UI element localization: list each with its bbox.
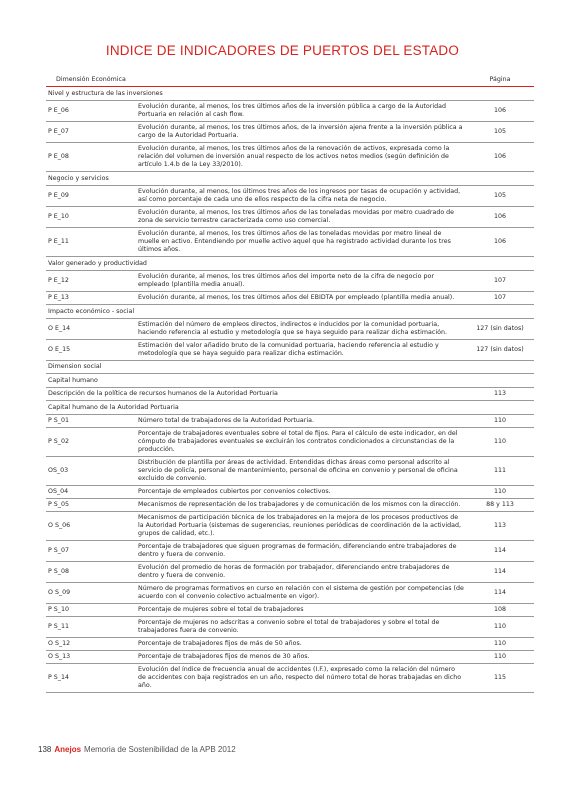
indicators-table (46, 74, 534, 693)
row-code: O E_15 (46, 340, 136, 361)
row-description: Evolución durante, al menos, los tres últimos años de las toneladas movidas por metro lineal de muelle en activo. Entendiendo por muelle activo aquel que ha registrado actividad durante los tres últimos años. (136, 228, 466, 257)
header-dimension-label: Dimensión Económica (46, 74, 466, 87)
row-description: Porcentaje de mujeres no adscritas a convenio sobre el total de trabajadores y sobre el total de trabajadores fuera de convenio. (136, 617, 466, 638)
row-description: Distribución de plantilla por áreas de actividad. Entendidas dichas áreas como personal adscrito al servicio de policía, personal de mantenimiento, personal de oficina en convenio y personal de oficina excluido de convenio. (136, 457, 466, 486)
row-description: Estimación del número de empleos directos, indirectos e inducidos por la comunidad portuaria, haciendo referencia al estudio y metodología que se haya seguido para realizar dicha estimación. (136, 319, 466, 340)
table-row (46, 486, 534, 499)
header-page-label: Página (466, 74, 534, 87)
row-code: P S_07 (46, 541, 136, 562)
section-label: Impacto económico - social (46, 305, 534, 319)
table-row (46, 143, 534, 172)
table-row (46, 499, 534, 512)
row-code: O E_14 (46, 319, 136, 340)
table-row (46, 428, 534, 457)
row-page: 114 (466, 583, 534, 604)
row-page: 110 (466, 428, 534, 457)
row-page: 110 (466, 415, 534, 428)
table-row (46, 319, 534, 340)
row-page: 113 (466, 512, 534, 541)
section-header-row (46, 374, 534, 388)
section-label: Negocio y servicios (46, 172, 534, 186)
row-code: P S_05 (46, 499, 136, 512)
section-label: Capital humano de la Autoridad Portuaria (46, 401, 534, 415)
row-code: O S_09 (46, 583, 136, 604)
row-page: 106 (466, 101, 534, 122)
row-description: Porcentaje de empleados cubiertos por convenios colectivos. (136, 486, 466, 499)
row-description: Estimación del valor añadido bruto de la comunidad portuaria, haciendo referencia al estudio y metodología que se haya seguido para realizar dicha estimación. (136, 340, 466, 361)
table-row (46, 207, 534, 228)
row-code: P S_01 (46, 415, 136, 428)
row-page: 115 (466, 664, 534, 693)
row-code: P S_10 (46, 604, 136, 617)
section-label: Capital humano (46, 374, 534, 388)
row-description: Número de programas formativos en curso en relación con el sistema de gestión por competencias (de acuerdo con el convenio colectivo actualmente en vigor). (136, 583, 466, 604)
row-code: P E_07 (46, 122, 136, 143)
table-row (46, 651, 534, 664)
section-header-row (46, 401, 534, 415)
row-code: O S_06 (46, 512, 136, 541)
dimension-label: Dimension social (46, 361, 534, 374)
row-page: 110 (466, 617, 534, 638)
section-header-row (46, 305, 534, 319)
table-row (46, 101, 534, 122)
table-header (46, 74, 534, 87)
row-code: P E_11 (46, 228, 136, 257)
row-page: 106 (466, 228, 534, 257)
row-page: 107 (466, 271, 534, 292)
row-page: 127 (sin datos) (466, 319, 534, 340)
row-code: P S_02 (46, 428, 136, 457)
table-row (46, 604, 534, 617)
row-page: 110 (466, 651, 534, 664)
section-header-row (46, 172, 534, 186)
row-code: OS_04 (46, 486, 136, 499)
table-row (46, 186, 534, 207)
row-code: P S_11 (46, 617, 136, 638)
row-page: 88 y 113 (466, 499, 534, 512)
table-row (46, 292, 534, 305)
row-page: 108 (466, 604, 534, 617)
row-description: Evolución del promedio de horas de formación por trabajador, diferenciando entre trabajadores de dentro y fuera de convenio. (136, 562, 466, 583)
row-page: 114 (466, 562, 534, 583)
table-row (46, 340, 534, 361)
table-row (46, 562, 534, 583)
section-label: Valor generado y productividad (46, 257, 534, 271)
table-row (46, 541, 534, 562)
row-description: Evolución durante, al menos, los tres últimos años de la renovación de activos, expresada como la relación del volumen de inversión anual respecto de los activos netos medios (según definición de artículo 1.4.b de la Ley 33/2010). (136, 143, 466, 172)
section-header-row (46, 87, 534, 101)
table-row (46, 228, 534, 257)
table-row (46, 638, 534, 651)
row-code: P S_08 (46, 562, 136, 583)
row-page: 107 (466, 292, 534, 305)
row-description: Descripción de la política de recursos humanos de la Autoridad Portuaria (46, 388, 466, 401)
row-page: 106 (466, 143, 534, 172)
row-description: Porcentaje de trabajadores fijos de menos de 30 años. (136, 651, 466, 664)
page-footer (38, 745, 236, 754)
row-description: Evolución durante, al menos, los tres últimos años del importe neto de la cifra de negocio por empleado (plantilla media anual). (136, 271, 466, 292)
row-page: 105 (466, 122, 534, 143)
page-title: INDICE DE INDICADORES DE PUERTOS DEL ESTADO (105, 43, 460, 58)
row-code: O S_13 (46, 651, 136, 664)
row-code: OS_03 (46, 457, 136, 486)
row-description: Evolución del índice de frecuencia anual de accidentes (I.F.), expresado como la relación del número de accidentes con baja registrados en un año, respecto del número total de horas trabajadas en dicho año. (136, 664, 466, 693)
row-description: Mecanismos de representación de los trabajadores y de comunicación de los mismos con la dirección. (136, 499, 466, 512)
row-page: 111 (466, 457, 534, 486)
row-description: Evolución durante, al menos, los tres últimos años de la inversión pública a cargo de la Autoridad Portuaria en relación al cash flow. (136, 101, 466, 122)
row-code: P E_10 (46, 207, 136, 228)
row-code: P E_09 (46, 186, 136, 207)
table-row (46, 122, 534, 143)
row-code: P E_06 (46, 101, 136, 122)
footer-section: Anejos (54, 745, 82, 754)
row-code: P E_08 (46, 143, 136, 172)
table-row (46, 664, 534, 693)
row-page: 110 (466, 486, 534, 499)
row-description: Evolución durante, al menos, los tres últimos años del EBIDTA por empleado (plantilla media anual). (136, 292, 466, 305)
dimension-header-row (46, 361, 534, 374)
row-code: P S_14 (46, 664, 136, 693)
row-page: 127 (sin datos) (466, 340, 534, 361)
row-description: Porcentaje de trabajadores fijos de más de 50 años. (136, 638, 466, 651)
table-row (46, 457, 534, 486)
row-code: O S_12 (46, 638, 136, 651)
table-row (46, 415, 534, 428)
table-row (46, 271, 534, 292)
table-row (46, 512, 534, 541)
row-page: 106 (466, 207, 534, 228)
row-description: Evolución durante, al menos, los tres últimos años de las toneladas movidas por metro cuadrado de zona de servicio terrestre caracterizada como uso comercial. (136, 207, 466, 228)
footer-document-title: Memoria de Sostenibilidad de la APB 2012 (84, 745, 236, 754)
row-page: 105 (466, 186, 534, 207)
row-description: Evolución durante, al menos, los últimos tres años de los ingresos por tasas de ocupación y actividad, así como porcentaje de cada uno de ellos respecto de la cifra neta de negocio. (136, 186, 466, 207)
row-description: Evolución durante, al menos, los tres últimos años, de la inversión ajena frente a la inversión pública a cargo de la Autoridad Portuaria. (136, 122, 466, 143)
table-row (46, 583, 534, 604)
row-description: Mecanismos de participación técnica de los trabajadores en la mejora de los procesos productivos de la Autoridad Portuaria (sistemas de sugerencias, reuniones periódicas de coordinación de la actividad, grupos de calidad, etc.). (136, 512, 466, 541)
row-page: 114 (466, 541, 534, 562)
table-row (46, 617, 534, 638)
row-description: Número total de trabajadores de la Autoridad Portuaria. (136, 415, 466, 428)
section-label: Nivel y estructura de las inversiones (46, 87, 534, 101)
row-code: P E_13 (46, 292, 136, 305)
footer-page-number: 138 (38, 745, 52, 754)
row-page: 110 (466, 638, 534, 651)
section-header-row (46, 257, 534, 271)
row-description: Porcentaje de mujeres sobre el total de trabajadores (136, 604, 466, 617)
row-description: Porcentaje de trabajadores que siguen programas de formación, diferenciando entre trabajadores de dentro y fuera de convenio. (136, 541, 466, 562)
row-description: Porcentaje de trabajadores eventuales sobre el total de fijos. Para el cálculo de este indicador, en del cómputo de trabajadores eventuales se excluirán los contratos condicionados a circunstancias de la producción. (136, 428, 466, 457)
table-row (46, 388, 534, 401)
row-page: 113 (466, 388, 534, 401)
row-code: P E_12 (46, 271, 136, 292)
